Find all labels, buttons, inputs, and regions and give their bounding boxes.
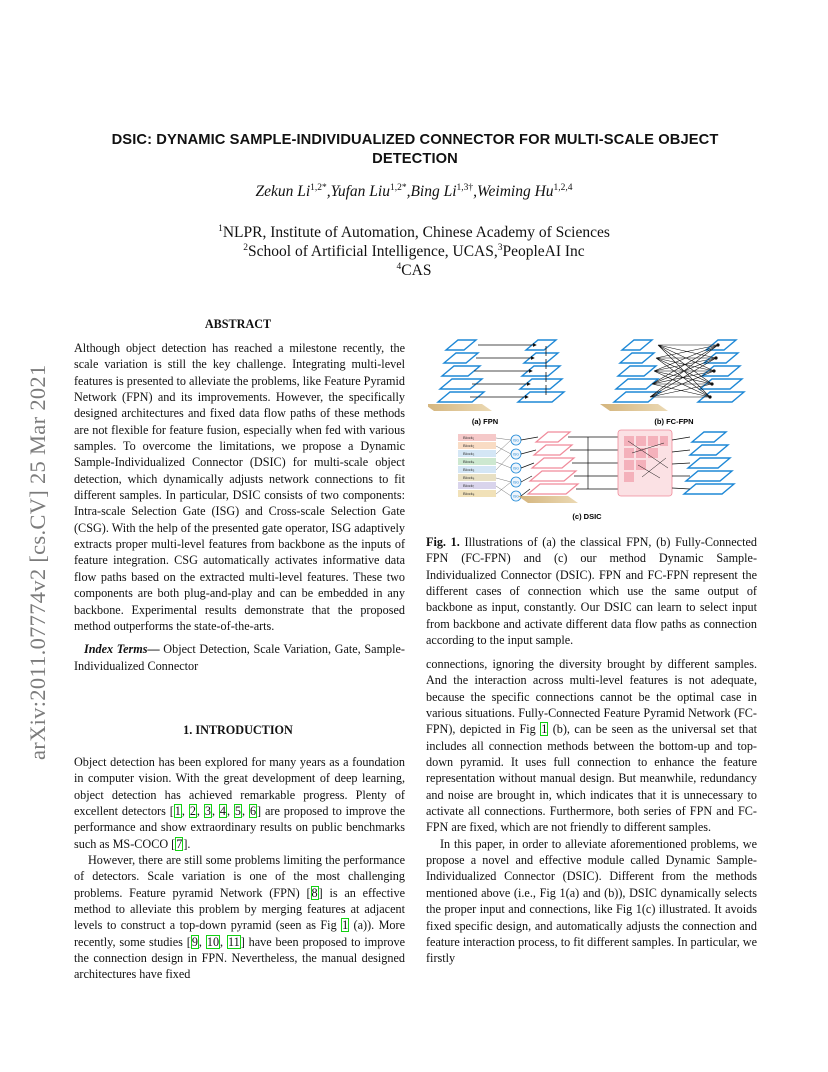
author-sep: , xyxy=(473,183,478,200)
intro-paragraph-2: However, there are still some problems limiting the performance of detectors. Scale variation is one of the most challenging problems. Feature pyramid Network (FPN) [8] is an effective method to alleviate this problem by merging features at adjacent levels to construct a top-down pyramid (seen as Fig 1 (a)). More recently, some studies [9, 10, 11] have been proposed to improve the connection design in FPN. Nevertheless, the manual designed architectures have fixed xyxy=(74,853,406,982)
affiliation-3 xyxy=(0,262,828,280)
citation-link[interactable]: 1 xyxy=(174,804,181,819)
abstract-heading: ABSTRACT xyxy=(204,317,272,331)
arxiv-sidebar xyxy=(23,285,53,760)
author-sup: 1,2* xyxy=(310,183,327,193)
figure-label-c: (c) DSIC xyxy=(572,512,602,521)
block-label: Block₃ xyxy=(463,451,475,456)
intro-text: However, there are still some problems limiting the performance of detectors. Scale variation is one of the most challenging problems. Feature pyramid Network (FPN) [ xyxy=(74,853,405,900)
right-column-body xyxy=(426,656,757,967)
affiliation-sup: 2 xyxy=(243,243,249,253)
author-list xyxy=(0,183,828,201)
block-label: Block₇ xyxy=(463,483,475,488)
gate-label: ISG xyxy=(512,466,520,471)
gate-label: ISG xyxy=(512,438,520,443)
author-sep: , xyxy=(326,183,331,200)
intro-body xyxy=(74,754,405,983)
caption-label: Fig. 1. xyxy=(426,535,460,549)
affiliation-sup: 1 xyxy=(218,224,223,234)
block-label: Block₅ xyxy=(463,467,475,472)
citation-link[interactable]: 4 xyxy=(219,804,226,819)
citation-link[interactable]: 5 xyxy=(234,804,242,819)
author-name: Bing Li xyxy=(410,183,457,200)
abstract-text: Although object detection has reached a milestone recently, the scale variation is still the key challenge. Integrating multi-level features is presented to alleviate the problems, like Feature Pyramid Network (FPN) and its improvements. However, the specifically designed architectures and fixed data flow paths of these methods are not flexible for feature fusion, especially when fed with various samples. To overcome the limitations, we propose a Dynamic Sample-Individualized Connector (DSIC) for multi-scale object detection, which dynamically adjusts network connections to fit different samples. In particular, DSIC consists of two components: Intra-scale Selection Gate (ISG) and Cross-scale Selection Gate (CSG). With the help of the presented gate operator, ISG adaptively extracts proper multi-level features from backbone as the inputs of feature integration. CSG automatically activates informative data flow paths based on the extracted multi-level features. These two components are both plug-and-play and can be embedded in any backbone. Experimental results demonstrate that the proposed method outperforms the state-of-the-arts. xyxy=(74,341,405,633)
block-label: Block₄ xyxy=(463,459,475,464)
citation-link[interactable]: 10 xyxy=(206,934,220,949)
intro-text: (a)). More recently, some studies [ xyxy=(74,918,405,949)
citation-link[interactable]: 6 xyxy=(249,804,257,819)
title-line-1: DSIC: DYNAMIC SAMPLE-INDIVIDUALIZED CONNECTOR FOR MULTI-SCALE OBJECT xyxy=(111,132,719,148)
figure-1-diagram xyxy=(428,318,756,528)
author-sup: 1,2,4 xyxy=(553,183,573,193)
figure-1 xyxy=(428,318,756,528)
index-terms xyxy=(74,641,405,674)
right-paragraph-1 xyxy=(426,656,757,836)
fc-fpn-diagram xyxy=(600,340,744,411)
citation-link[interactable]: 2 xyxy=(189,804,196,819)
citation-link[interactable]: 3 xyxy=(204,804,211,819)
author-name: Yufan Liu xyxy=(330,183,390,200)
block-label: Block₁ xyxy=(463,435,475,440)
citation-link[interactable]: 7 xyxy=(176,836,183,851)
index-terms-text: Object Detection, Scale Variation, Gate, Sample-Individualized Connector xyxy=(74,642,405,673)
affiliation-sup: 3 xyxy=(497,243,503,253)
author-sep: , xyxy=(406,183,411,200)
arxiv-identifier: arXiv:2011.07774v2 [cs.CV] 25 Mar 2021 xyxy=(25,364,50,760)
title-line-2: DETECTION xyxy=(372,151,458,167)
body-text: connections, ignoring the diversity brought by different samples. And the interaction across multi-level features is not adequate, because the specific connections cannot be the optimal case in various situations. Fully-Connected Feature Pyramid Network (FC-FPN), depicted in Fig xyxy=(426,657,757,737)
block-label: Block₈ xyxy=(463,491,475,496)
intro-heading: 1. INTRODUCTION xyxy=(183,723,293,737)
figure-1-caption xyxy=(426,534,757,648)
intro-text: Object detection has been explored for many years as a foundation in computer vision. With the great development of deep learning, object detection has achieved remarkable progress. Plenty of excellent detectors [ xyxy=(74,755,405,819)
citation-link[interactable]: 8 xyxy=(311,885,318,900)
right-paragraph-2: In this paper, in order to alleviate aforementioned problems, we propose a novel and effective module called Dynamic Sample-Individualized Connector (DSIC). Different from the methods mentioned above (i.e., Fig 1(a) and (b)), DSIC dynamically selects the proper input and connections, like Fig 1(c) illustrated. It avoids fixed specific design, and automatically adjusts the connection and feature interaction process, to fit different samples. In particular, we firstly xyxy=(426,836,757,966)
block-label: Block₆ xyxy=(463,475,475,480)
fpn-diagram xyxy=(428,340,564,411)
citation-link[interactable]: 11 xyxy=(227,934,240,949)
block-label: Block₂ xyxy=(463,443,475,448)
citation-link[interactable]: 9 xyxy=(191,934,198,949)
intro-text: ] are proposed to improve the performance and show extraordinary results on public benchmarks such as MS-COCO [ xyxy=(74,804,406,851)
figure-link[interactable]: 1 xyxy=(342,918,349,933)
abstract-body xyxy=(74,340,405,674)
gate-label: ISG xyxy=(512,452,520,457)
intro-text: ] is an effective method to alleviate this problem by merging features at adjacent levels to construct a top-down pyramid (seen as Fig xyxy=(74,885,405,933)
affiliation-text: CAS xyxy=(401,262,432,279)
figure-link[interactable]: 1 xyxy=(541,722,548,737)
figure-label-a: (a) FPN xyxy=(471,417,499,426)
index-terms-label: Index Terms— xyxy=(84,642,160,657)
affiliation-1 xyxy=(0,224,828,242)
affiliation-text: PeopleAI Inc xyxy=(502,243,585,260)
intro-text: ]. xyxy=(183,836,191,851)
author-sup: 1,2* xyxy=(389,183,407,193)
dsic-diagram xyxy=(458,430,734,503)
gate-label: ISG xyxy=(512,480,520,485)
author-sup: 1,3† xyxy=(456,183,474,193)
affiliation-text: School of Artificial Intelligence, UCAS, xyxy=(248,243,498,260)
affiliation-2 xyxy=(0,243,828,261)
body-text: (b), can be seen as the universal set that includes all connection methods between the bottom-up and top-down pyramid. It uses full connection to enhance the feature representation without manual design. But meanwhile, redundancy and noise are brought in, which indicates that it is unnecessary to activate all connections. Furthermore, both series of FPN and FC-FPN are fixed, which are not friendly to different samples. xyxy=(426,722,758,835)
affiliation-text: NLPR, Institute of Automation, Chinese Academy of Sciences xyxy=(222,224,610,241)
affiliation-sup: 4 xyxy=(396,262,402,272)
intro-paragraph-1: Object detection has been explored for many years as a foundation in computer vision. With the great development of deep learning, object detection has achieved remarkable progress. Plenty of excellent detectors [1, 2, 3, 4, 5, 6] are proposed to improve the performance and show extraordinary results on public benchmarks such as MS-COCO [7]. xyxy=(74,755,406,851)
figure-label-b: (b) FC-FPN xyxy=(654,417,694,426)
caption-text: Illustrations of (a) the classical FPN, (b) Fully-Connected FPN (FC-FPN) and (c) our method Dynamic Sample-Individualized Connector (DSIC). FPN and FC-FPN represent the different cases of connection which use the same output of backbone as input, constantly. Our DSIC can learn to select input from backbone and activate different data flow paths as connection according to the input sample. xyxy=(426,535,757,648)
paper-title xyxy=(60,131,770,169)
intro-text: ] have been proposed to improve the connection design in FPN. Nevertheless, the manual designed architectures have fixed xyxy=(74,934,406,982)
author-name: Weiming Hu xyxy=(477,183,554,200)
author-name: Zekun Li xyxy=(255,183,311,200)
gate-label: ISG xyxy=(512,494,520,499)
